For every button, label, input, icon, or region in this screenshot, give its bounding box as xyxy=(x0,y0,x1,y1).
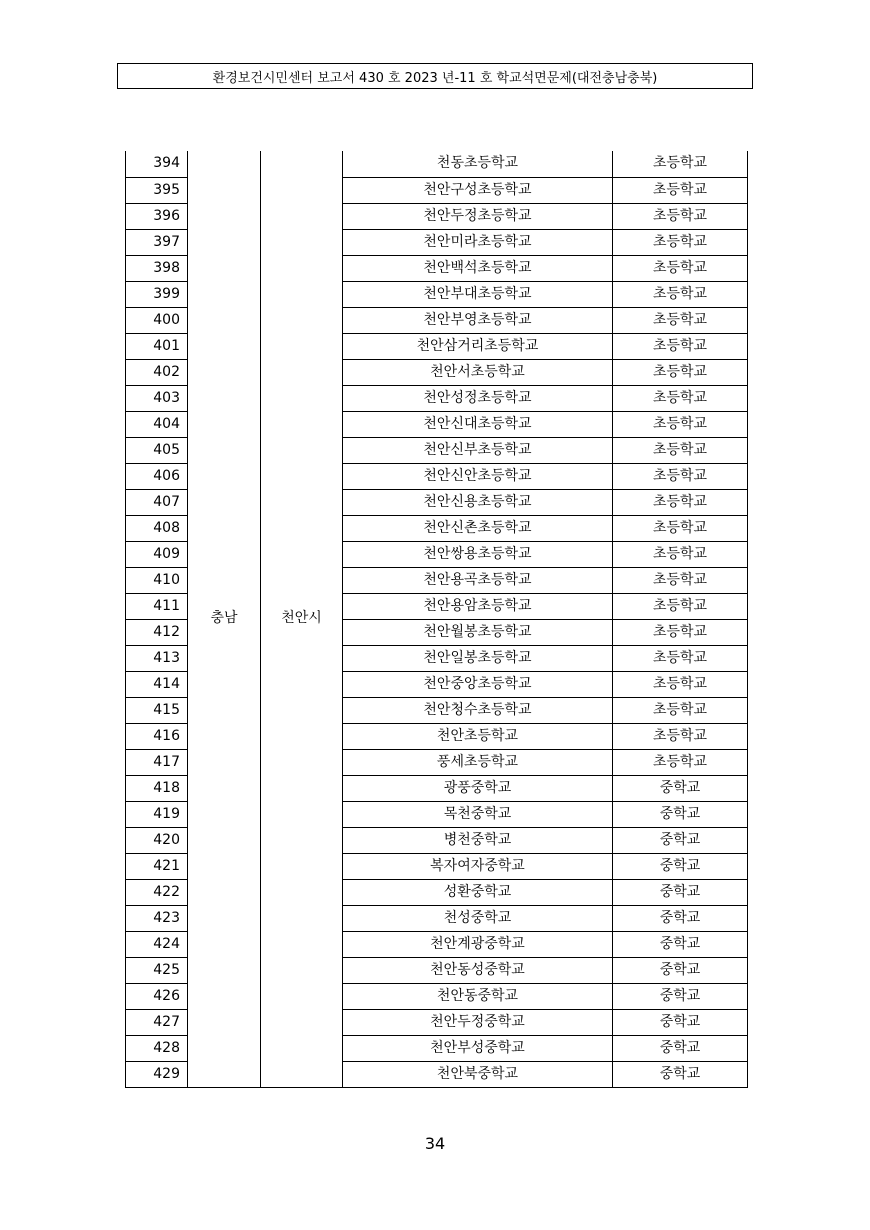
school-name: 천안동성중학교 xyxy=(343,957,613,983)
school-name: 천안용암초등학교 xyxy=(343,593,613,619)
school-name: 천성중학교 xyxy=(343,905,613,931)
school-type: 초등학교 xyxy=(613,645,748,671)
row-number: 413 xyxy=(126,645,188,671)
row-number: 395 xyxy=(126,177,188,203)
school-name: 천안청수초등학교 xyxy=(343,697,613,723)
row-number: 397 xyxy=(126,229,188,255)
school-name: 천안신촌초등학교 xyxy=(343,515,613,541)
school-name: 천안중앙초등학교 xyxy=(343,671,613,697)
row-number: 404 xyxy=(126,411,188,437)
school-type: 중학교 xyxy=(613,879,748,905)
school-name: 천안일봉초등학교 xyxy=(343,645,613,671)
page-number: 34 xyxy=(424,1134,446,1153)
school-type: 초등학교 xyxy=(613,151,748,177)
province-cell: 충남 xyxy=(188,151,261,1087)
school-name: 천안삼거리초등학교 xyxy=(343,333,613,359)
row-number: 420 xyxy=(126,827,188,853)
row-number: 429 xyxy=(126,1061,188,1087)
school-type: 중학교 xyxy=(613,931,748,957)
row-number: 394 xyxy=(126,151,188,177)
row-number: 418 xyxy=(126,775,188,801)
row-number: 400 xyxy=(126,307,188,333)
row-number: 406 xyxy=(126,463,188,489)
school-type: 초등학교 xyxy=(613,203,748,229)
school-type: 초등학교 xyxy=(613,697,748,723)
school-type: 초등학교 xyxy=(613,541,748,567)
row-number: 416 xyxy=(126,723,188,749)
school-name: 천안두정중학교 xyxy=(343,1009,613,1035)
school-type: 초등학교 xyxy=(613,723,748,749)
school-type: 중학교 xyxy=(613,827,748,853)
row-number: 411 xyxy=(126,593,188,619)
row-number: 407 xyxy=(126,489,188,515)
row-number: 412 xyxy=(126,619,188,645)
school-name: 천안월봉초등학교 xyxy=(343,619,613,645)
school-name: 천안성정초등학교 xyxy=(343,385,613,411)
school-type: 초등학교 xyxy=(613,177,748,203)
row-number: 409 xyxy=(126,541,188,567)
school-type: 초등학교 xyxy=(613,567,748,593)
row-number: 417 xyxy=(126,749,188,775)
school-type: 중학교 xyxy=(613,983,748,1009)
row-number: 414 xyxy=(126,671,188,697)
school-type: 초등학교 xyxy=(613,281,748,307)
school-type: 초등학교 xyxy=(613,749,748,775)
school-name: 복자여자중학교 xyxy=(343,853,613,879)
school-name: 천안부영초등학교 xyxy=(343,307,613,333)
row-number: 403 xyxy=(126,385,188,411)
school-type: 초등학교 xyxy=(613,489,748,515)
row-number: 415 xyxy=(126,697,188,723)
table-row xyxy=(126,151,748,177)
school-type: 중학교 xyxy=(613,853,748,879)
report-header xyxy=(117,63,753,89)
school-name: 광풍중학교 xyxy=(343,775,613,801)
row-number: 410 xyxy=(126,567,188,593)
school-name: 천안신부초등학교 xyxy=(343,437,613,463)
school-table xyxy=(125,151,748,1088)
school-type: 초등학교 xyxy=(613,411,748,437)
school-name: 천안미라초등학교 xyxy=(343,229,613,255)
report-header-title: 환경보건시민센터 보고서 430 호 2023 년-11 호 학교석면문제(대전충남충북) xyxy=(212,70,658,86)
row-number: 402 xyxy=(126,359,188,385)
row-number: 405 xyxy=(126,437,188,463)
school-name: 천안서초등학교 xyxy=(343,359,613,385)
school-name: 천안북중학교 xyxy=(343,1061,613,1087)
row-number: 427 xyxy=(126,1009,188,1035)
school-type: 초등학교 xyxy=(613,593,748,619)
school-type: 초등학교 xyxy=(613,333,748,359)
school-type: 중학교 xyxy=(613,1035,748,1061)
row-number: 422 xyxy=(126,879,188,905)
school-name: 천안용곡초등학교 xyxy=(343,567,613,593)
school-type: 중학교 xyxy=(613,1009,748,1035)
school-name: 천동초등학교 xyxy=(343,151,613,177)
row-number: 425 xyxy=(126,957,188,983)
school-name: 천안계광중학교 xyxy=(343,931,613,957)
school-type: 초등학교 xyxy=(613,463,748,489)
school-name: 천안신안초등학교 xyxy=(343,463,613,489)
school-type: 중학교 xyxy=(613,775,748,801)
school-type: 초등학교 xyxy=(613,255,748,281)
school-name: 천안백석초등학교 xyxy=(343,255,613,281)
school-type: 중학교 xyxy=(613,801,748,827)
school-name: 천안쌍용초등학교 xyxy=(343,541,613,567)
school-type: 초등학교 xyxy=(613,307,748,333)
row-number: 396 xyxy=(126,203,188,229)
school-type: 중학교 xyxy=(613,957,748,983)
school-type: 초등학교 xyxy=(613,619,748,645)
row-number: 399 xyxy=(126,281,188,307)
school-type: 초등학교 xyxy=(613,515,748,541)
school-type: 초등학교 xyxy=(613,359,748,385)
school-type: 초등학교 xyxy=(613,671,748,697)
row-number: 421 xyxy=(126,853,188,879)
row-number: 426 xyxy=(126,983,188,1009)
school-name: 천안초등학교 xyxy=(343,723,613,749)
school-name: 천안신대초등학교 xyxy=(343,411,613,437)
school-table-body xyxy=(126,151,748,1087)
school-type: 중학교 xyxy=(613,905,748,931)
school-type: 초등학교 xyxy=(613,385,748,411)
school-name: 성환중학교 xyxy=(343,879,613,905)
school-type: 중학교 xyxy=(613,1061,748,1087)
school-type: 초등학교 xyxy=(613,229,748,255)
row-number: 423 xyxy=(126,905,188,931)
city-cell: 천안시 xyxy=(261,151,343,1087)
school-name: 천안구성초등학교 xyxy=(343,177,613,203)
row-number: 408 xyxy=(126,515,188,541)
school-name: 천안동중학교 xyxy=(343,983,613,1009)
row-number: 401 xyxy=(126,333,188,359)
school-name: 천안부성중학교 xyxy=(343,1035,613,1061)
school-name: 천안신용초등학교 xyxy=(343,489,613,515)
row-number: 419 xyxy=(126,801,188,827)
school-name: 목천중학교 xyxy=(343,801,613,827)
row-number: 424 xyxy=(126,931,188,957)
school-name: 병천중학교 xyxy=(343,827,613,853)
school-name: 풍세초등학교 xyxy=(343,749,613,775)
row-number: 428 xyxy=(126,1035,188,1061)
school-type: 초등학교 xyxy=(613,437,748,463)
school-name: 천안부대초등학교 xyxy=(343,281,613,307)
row-number: 398 xyxy=(126,255,188,281)
school-name: 천안두정초등학교 xyxy=(343,203,613,229)
